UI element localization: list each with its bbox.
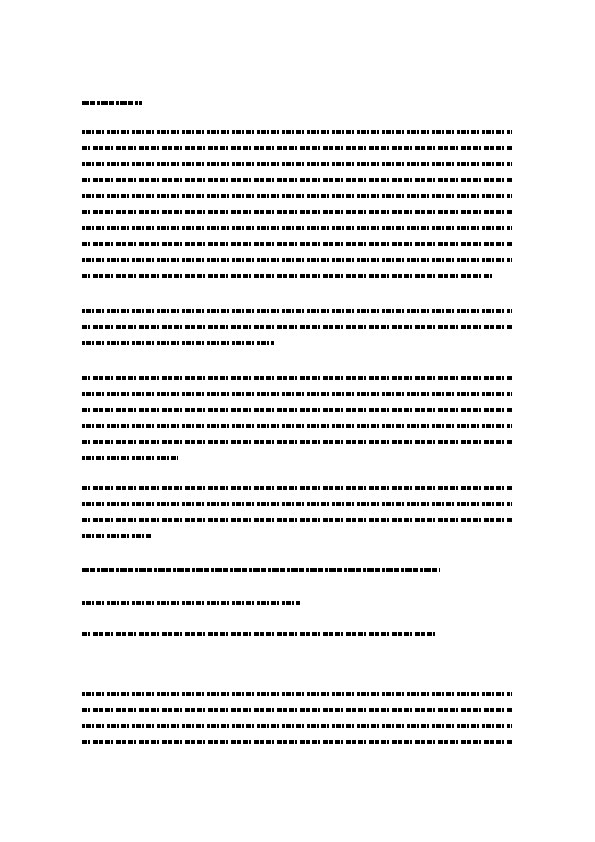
text-line	[82, 518, 512, 522]
text-line	[82, 194, 512, 198]
text-line	[82, 226, 512, 230]
text-line-standalone	[82, 568, 440, 572]
text-line	[82, 502, 512, 506]
text-line	[82, 440, 512, 444]
text-line	[82, 724, 512, 728]
text-line	[82, 341, 274, 345]
text-line	[82, 424, 512, 428]
text-line	[82, 740, 512, 744]
text-line-standalone	[82, 601, 300, 605]
text-line	[82, 274, 492, 278]
text-line	[82, 309, 512, 313]
text-line	[82, 708, 512, 712]
text-line	[82, 486, 512, 490]
text-line	[82, 162, 512, 166]
text-line	[82, 258, 512, 262]
text-line	[82, 242, 512, 246]
text-line	[82, 456, 178, 460]
text-line	[82, 376, 512, 380]
text-line	[82, 146, 512, 150]
text-line	[82, 392, 512, 396]
text-line	[82, 130, 512, 134]
text-line	[82, 210, 512, 214]
text-line	[82, 325, 512, 329]
text-line	[82, 534, 152, 538]
text-line	[82, 178, 512, 182]
text-line-standalone	[82, 632, 438, 636]
text-line	[82, 692, 512, 696]
text-line	[82, 408, 512, 412]
document-heading	[82, 101, 142, 105]
